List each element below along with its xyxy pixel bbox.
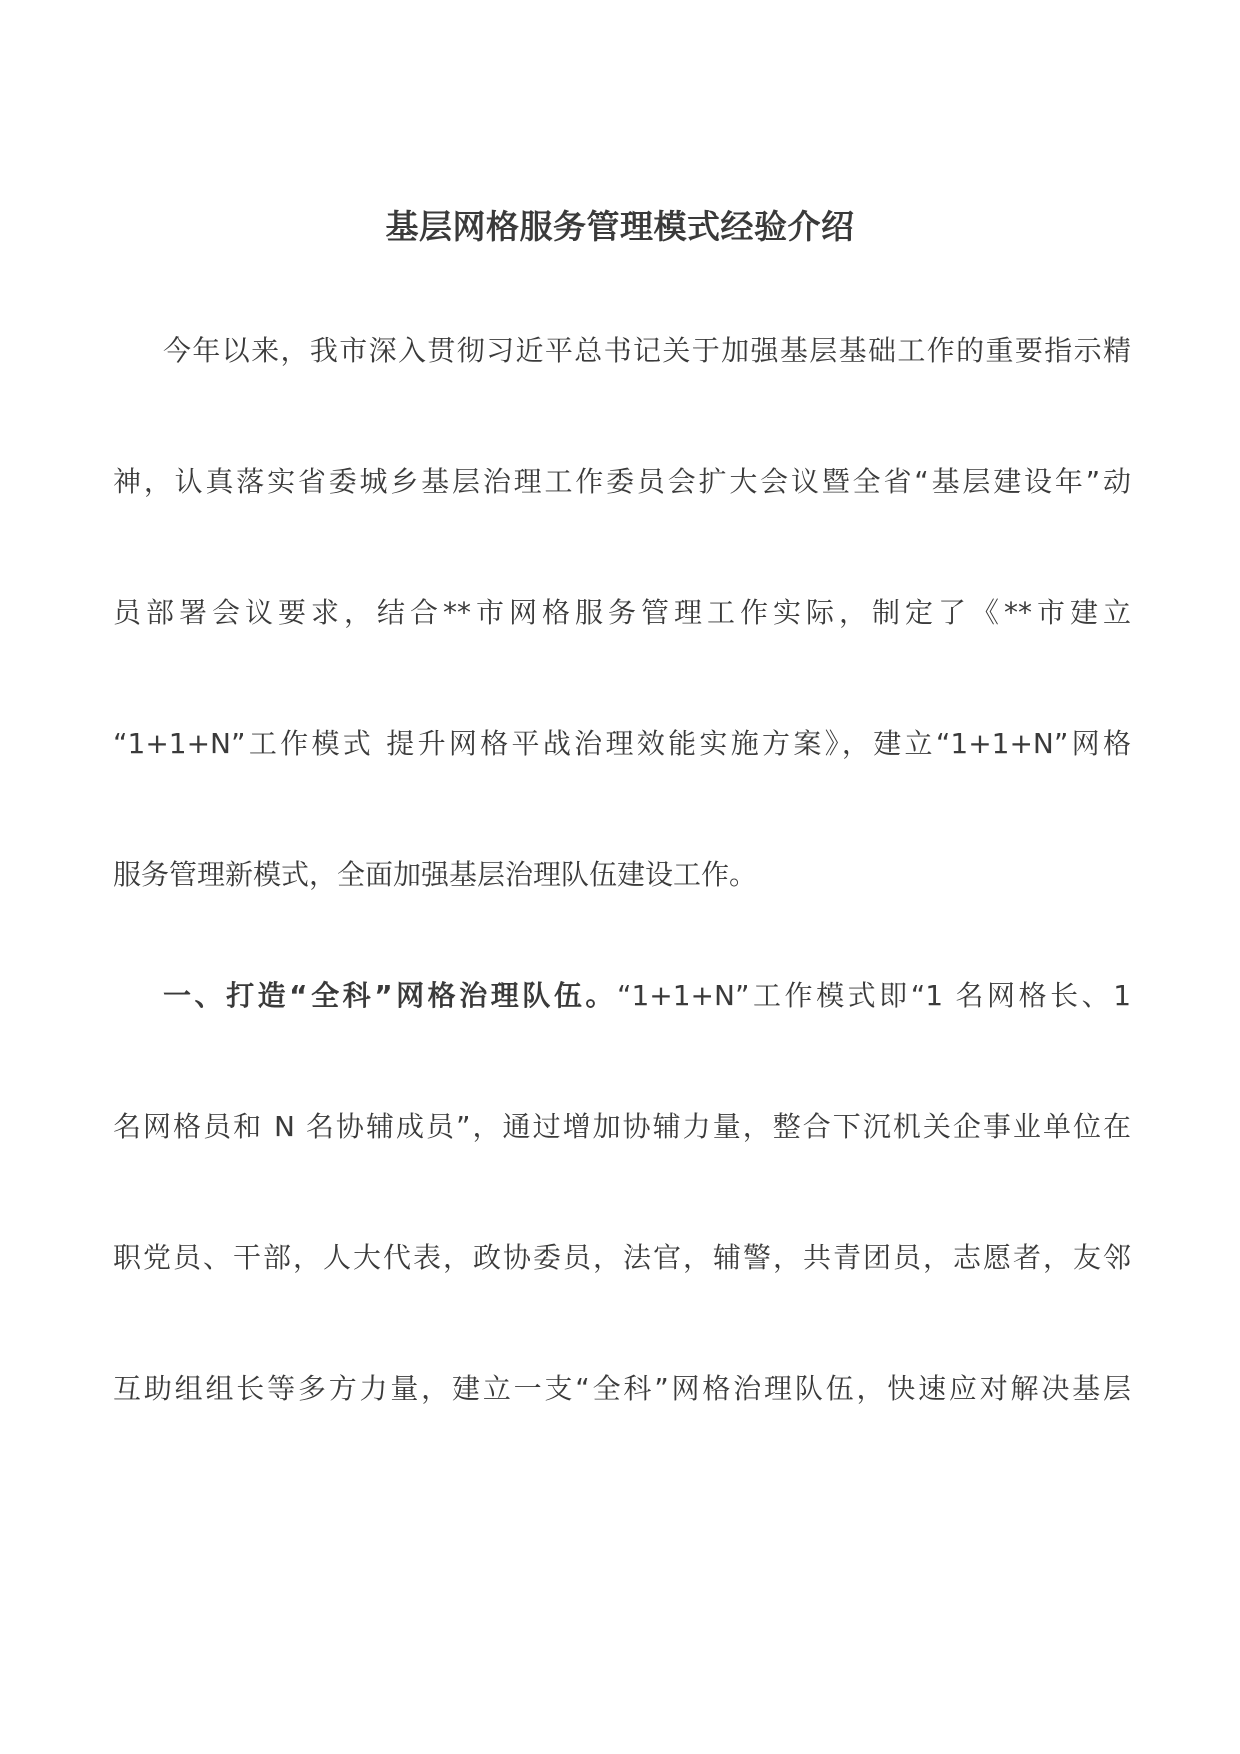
paragraph-2-line-3: 职党员、干部，人大代表，政协委员，法官，辅警，共青团员，志愿者，友邻 <box>113 1241 1131 1274</box>
paragraph-1-line-1: 今年以来，我市深入贯彻习近平总书记关于加强基层基础工作的重要指示精 <box>163 334 1131 367</box>
paragraph-2-line-1-text: “1+1+N”工作模式即“1 名网格长、1 <box>616 979 1132 1012</box>
document-title: 基层网格服务管理模式经验介绍 <box>385 207 855 246</box>
paragraph-1-line-4: “1+1+N”工作模式 提升网格平战治理效能实施方案》，建立“1+1+N”网格 <box>113 727 1131 760</box>
paragraph-1-line-5: 服务管理新模式，全面加强基层治理队伍建设工作。 <box>113 858 758 891</box>
paragraph-2-line-1 <box>163 976 1131 1016</box>
paragraph-1-line-3: 员部署会议要求，结合**市网格服务管理工作实际，制定了《**市建立 <box>113 596 1131 629</box>
paragraph-1-line-2: 神，认真落实省委城乡基层治理工作委员会扩大会议暨全省“基层建设年”动 <box>113 465 1131 498</box>
paragraph-2-line-4: 互助组组长等多方力量，建立一支“全科”网格治理队伍，快速应对解决基层 <box>113 1372 1131 1405</box>
paragraph-2-line-2: 名网格员和 N 名协辅成员”，通过增加协辅力量，整合下沉机关企事业单位在 <box>113 1110 1131 1143</box>
section-heading: 一、打造“全科”网格治理队伍。 <box>163 979 617 1012</box>
